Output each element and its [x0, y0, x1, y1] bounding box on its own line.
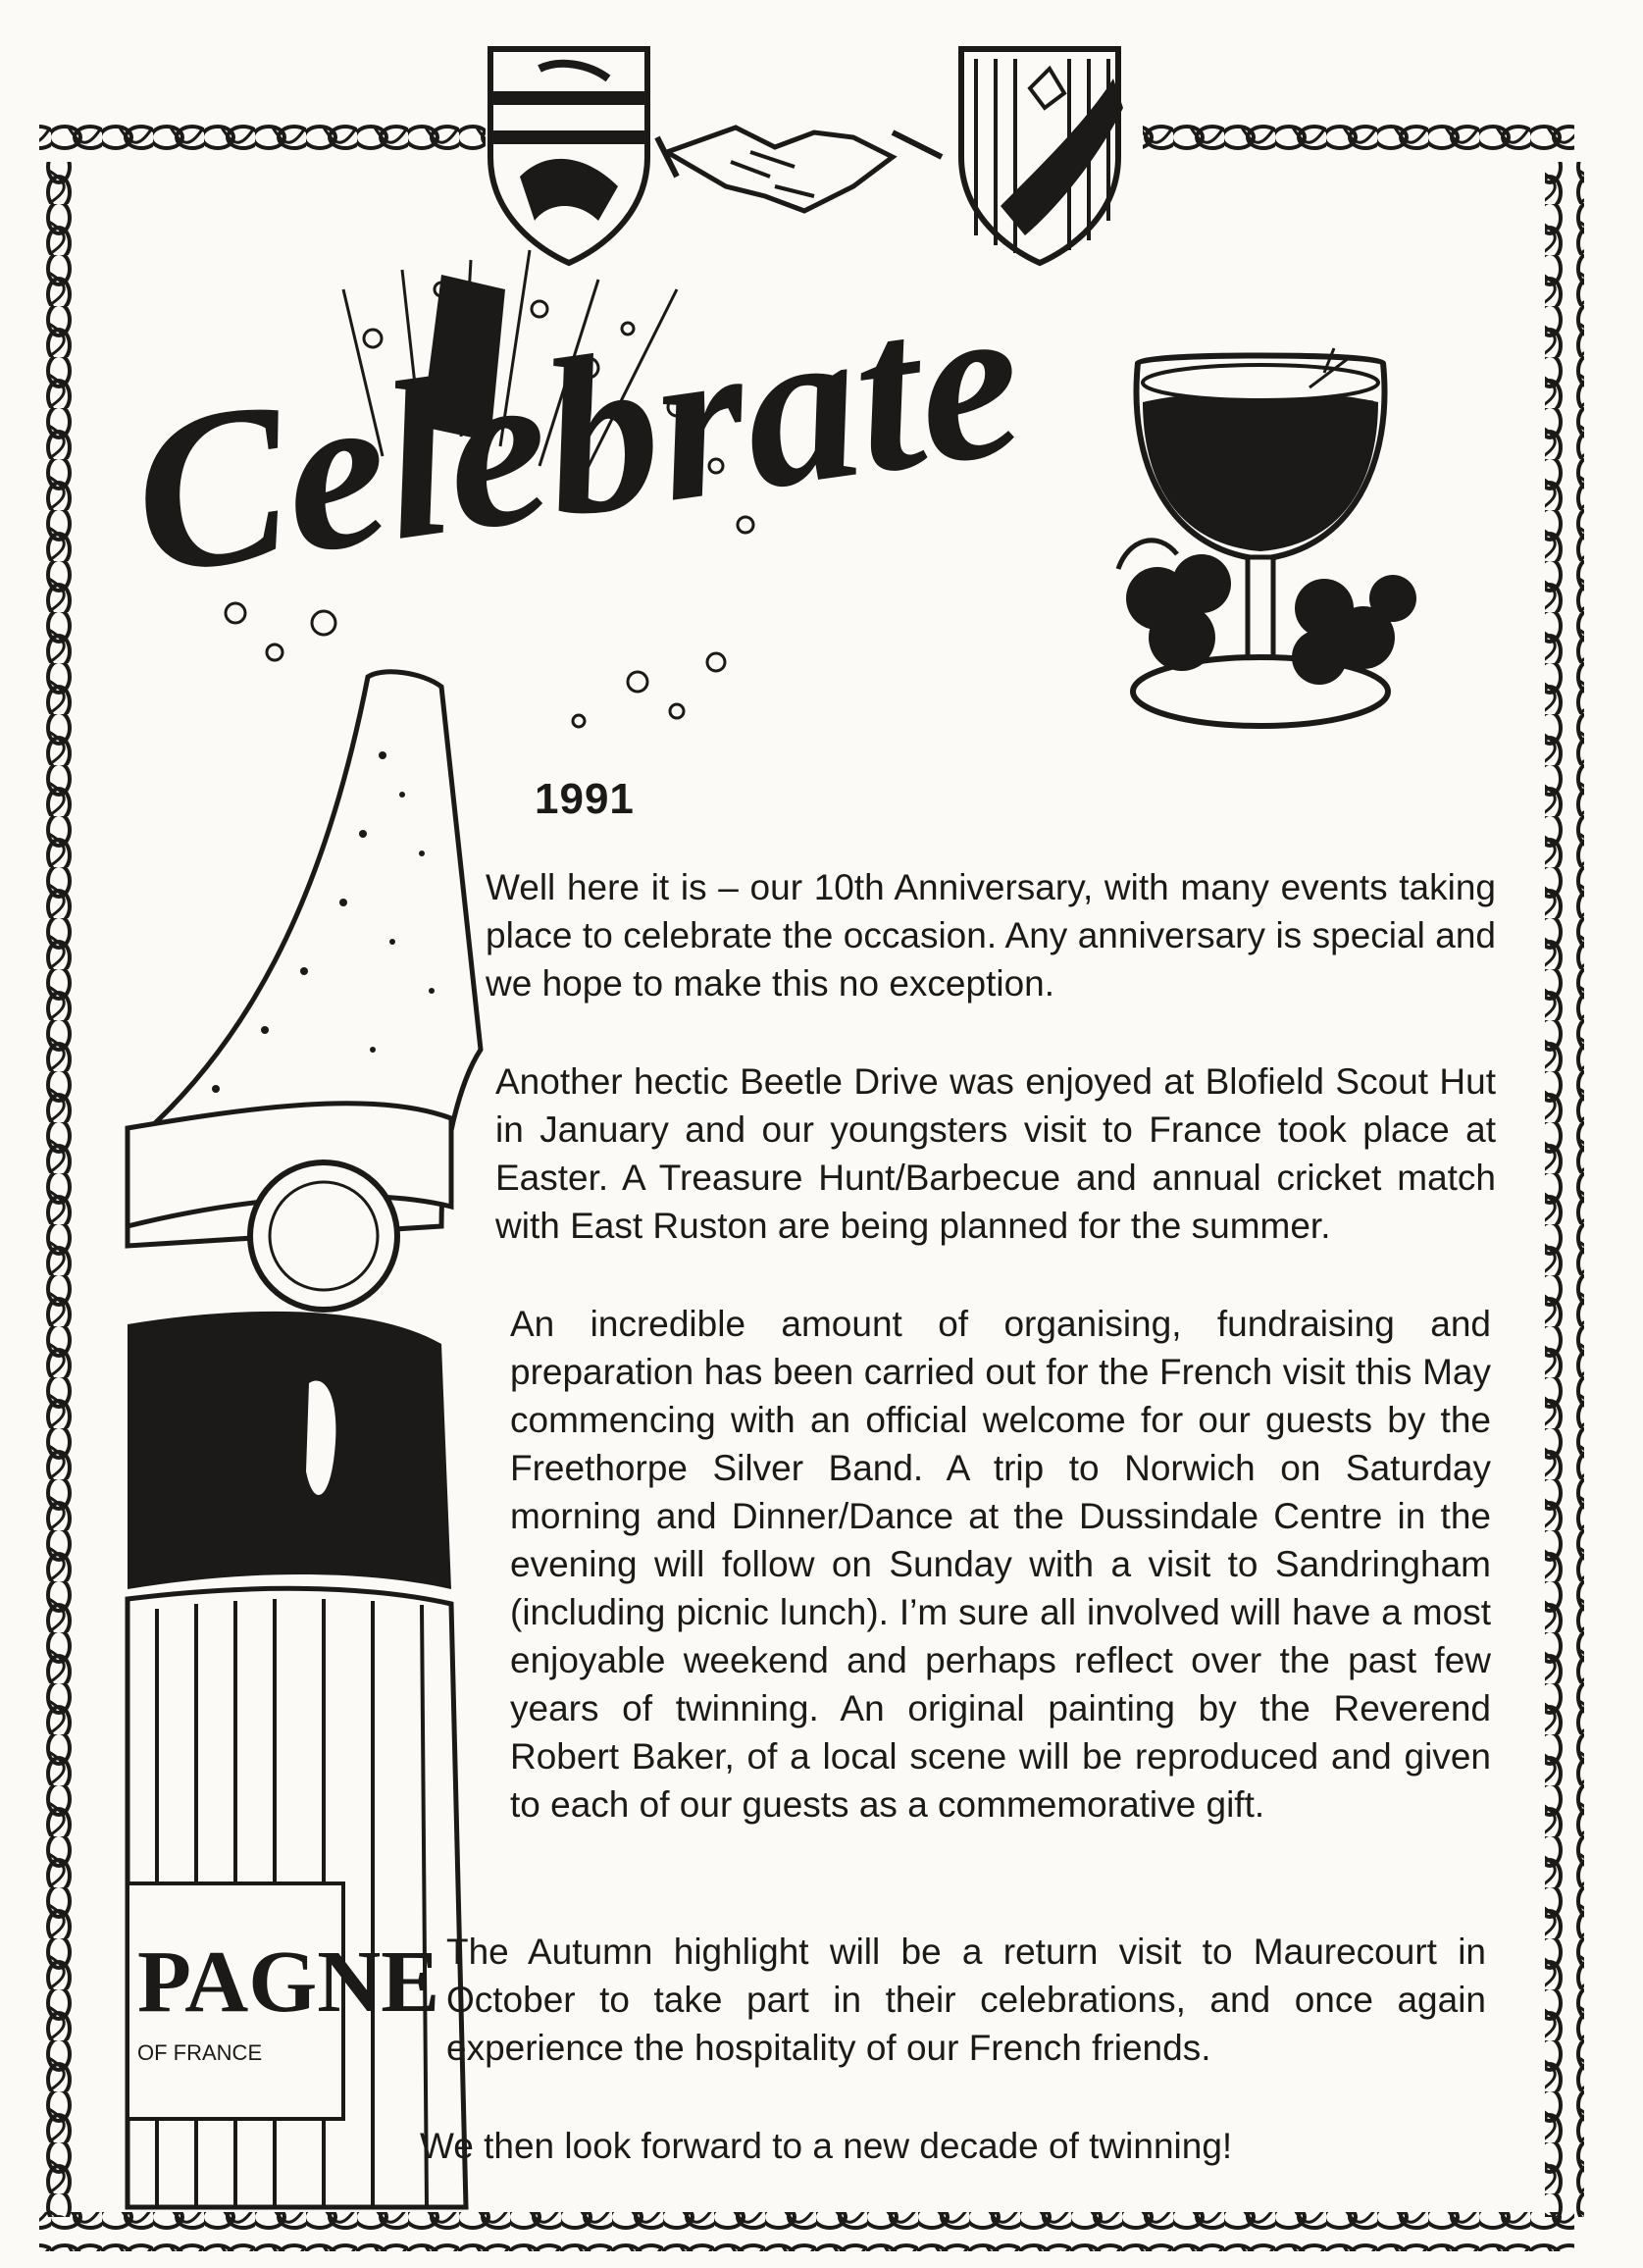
wine-glass-illustration	[1099, 343, 1422, 736]
twinning-crests	[481, 39, 1148, 265]
bottle-label-text: PAGNE	[137, 1933, 440, 2031]
paragraph-closing: We then look forward to a new decade of twinning!	[420, 2126, 1233, 2166]
year-heading: 1991	[535, 775, 635, 823]
paragraph-events: Another hectic Beetle Drive was enjoyed at Blofield Scout Hut in January and our youngsters visit to France took place at Easter. A Treasure Hunt/Barbecue and annual cricket match with East Ruston are being planned for the summer.	[495, 1061, 1496, 1246]
right-crest	[961, 49, 1123, 263]
paragraph-autumn: The Autumn highlight will be a return visit to Maurecourt in October to take part in their celebrations, and once again experience the hospitality of our French friends.	[446, 1932, 1486, 2068]
paragraph-anniversary: Well here it is – our 10th Anniversary, with many events taking place to celebrate the occasion. Any anniversary is special and we hope to make this no exception.	[486, 867, 1496, 1004]
celebrate-logo-text: Celebrate	[119, 250, 1036, 623]
bottle-label-subtext: OF FRANCE	[137, 2040, 263, 2065]
left-crest	[490, 49, 647, 263]
paragraph-french-visit: An incredible amount of organising, fundraising and preparation has been carried out for the French visit this May commencing with an official welcome for our guests by the Freethorpe Silver Band. A trip to Norwich on Saturday morning and Dinner/Dance at the Dussindale Centre in the evening will follow on Sunday with a visit to Sandringham (including picnic lunch). I’m sure all involved will have a most enjoyable weekend and perhaps reflect over the past few years of twinning. An original painting by the Reverend Robert Baker, of a local scene will be reproduced and given to each of our guests as a commemorative gift.	[510, 1304, 1491, 1825]
celebrate-logo	[119, 250, 1036, 760]
handshake-icon	[657, 128, 942, 211]
